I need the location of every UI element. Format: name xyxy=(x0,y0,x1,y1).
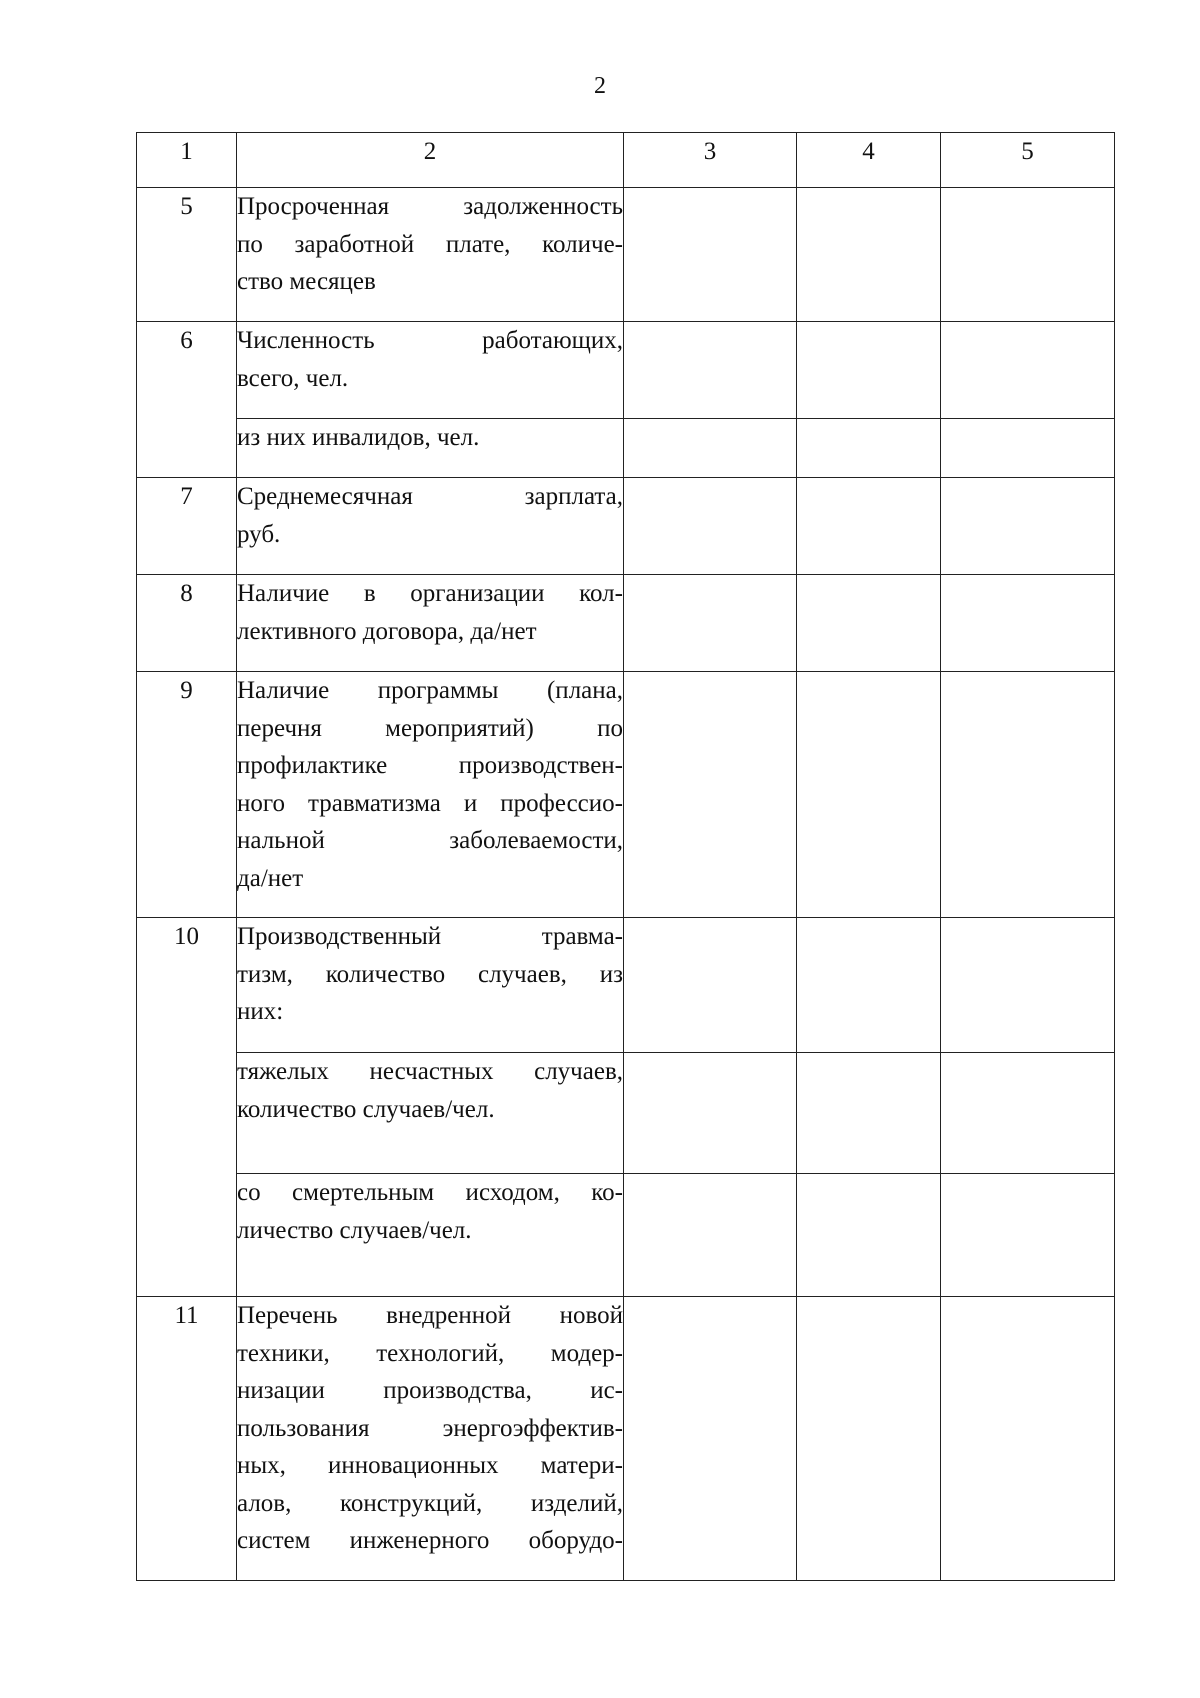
description-line: всего, чел. xyxy=(237,364,349,392)
row-number: 10 xyxy=(137,918,237,1297)
description-line: низации производства, ис- xyxy=(237,1377,623,1404)
description-line: руб. xyxy=(237,520,281,548)
description-line: Численность работающих, xyxy=(237,327,623,354)
value-cell-5 xyxy=(941,1174,1115,1297)
description-line: профилактике производствен- xyxy=(237,752,623,779)
value-cell-4 xyxy=(797,575,941,672)
description-line: количество случаев/чел. xyxy=(237,1095,495,1123)
header-cell-5: 5 xyxy=(941,133,1115,188)
value-cell-5 xyxy=(941,322,1115,419)
table-subrow xyxy=(137,1174,1115,1297)
description-line: лективного договора, да/нет xyxy=(237,617,537,645)
description-line: из них инвалидов, чел. xyxy=(237,424,480,451)
value-cell-3 xyxy=(624,188,797,322)
table-row xyxy=(137,478,1115,575)
table-row xyxy=(137,322,1115,419)
header-cell-1: 1 xyxy=(137,133,237,188)
value-cell-3 xyxy=(624,1053,797,1174)
report-table xyxy=(136,132,1115,1581)
description-line: перечня мероприятий) по xyxy=(237,714,623,742)
table-row xyxy=(137,575,1115,672)
value-cell-3 xyxy=(624,322,797,419)
row-description xyxy=(237,419,624,478)
header-cell-4: 4 xyxy=(797,133,941,188)
table-subrow xyxy=(137,419,1115,478)
table-row xyxy=(137,1297,1115,1581)
description-line: ного травматизма и профессио- xyxy=(237,789,623,817)
description-line: личество случаев/чел. xyxy=(237,1216,472,1244)
value-cell-5 xyxy=(941,575,1115,672)
value-cell-5 xyxy=(941,188,1115,322)
row-description xyxy=(237,188,624,322)
value-cell-5 xyxy=(941,1053,1115,1174)
row-number: 11 xyxy=(137,1297,237,1581)
description-line: тяжелых несчастных случаев, xyxy=(237,1058,623,1085)
table-row xyxy=(137,918,1115,1053)
header-cell-3: 3 xyxy=(624,133,797,188)
table-row xyxy=(137,672,1115,918)
description-line: нальной заболеваемости, xyxy=(237,827,623,854)
page-number: 2 xyxy=(594,73,606,99)
header-cell-2: 2 xyxy=(237,133,624,188)
description-line: пользования энергоэффектив- xyxy=(237,1414,623,1442)
value-cell-3 xyxy=(624,1174,797,1297)
row-number: 5 xyxy=(137,188,237,322)
row-description xyxy=(237,478,624,575)
description-line: тизм, количество случаев, из xyxy=(237,960,623,988)
row-description xyxy=(237,1297,624,1581)
description-line: техники, технологий, модер- xyxy=(237,1339,623,1367)
description-line: по заработной плате, количе- xyxy=(237,230,623,258)
description-line: да/нет xyxy=(237,864,304,892)
description-line: систем инженерного оборудо- xyxy=(237,1527,623,1554)
row-description xyxy=(237,672,624,918)
value-cell-4 xyxy=(797,1297,941,1581)
table-header-row xyxy=(137,133,1115,188)
description-line: Наличие программы (плана, xyxy=(237,677,623,704)
description-line: Производственный травма- xyxy=(237,923,623,950)
table-subrow xyxy=(137,1053,1115,1174)
value-cell-4 xyxy=(797,1053,941,1174)
value-cell-5 xyxy=(941,1297,1115,1581)
description-line: ных, инновационных матери- xyxy=(237,1452,623,1479)
value-cell-3 xyxy=(624,672,797,918)
description-line: них: xyxy=(237,998,284,1025)
value-cell-4 xyxy=(797,672,941,918)
value-cell-3 xyxy=(624,1297,797,1581)
value-cell-4 xyxy=(797,419,941,478)
value-cell-4 xyxy=(797,188,941,322)
value-cell-5 xyxy=(941,672,1115,918)
row-description xyxy=(237,1053,624,1174)
description-line: со смертельным исходом, ко- xyxy=(237,1179,623,1206)
value-cell-5 xyxy=(941,918,1115,1053)
row-number: 7 xyxy=(137,478,237,575)
value-cell-5 xyxy=(941,478,1115,575)
value-cell-4 xyxy=(797,918,941,1053)
description-line: Перечень внедренной новой xyxy=(237,1302,623,1329)
row-number: 8 xyxy=(137,575,237,672)
value-cell-4 xyxy=(797,322,941,419)
description-line: Среднемесячная зарплата, xyxy=(237,483,623,510)
value-cell-4 xyxy=(797,478,941,575)
description-line: алов, конструкций, изделий, xyxy=(237,1489,623,1517)
value-cell-5 xyxy=(941,419,1115,478)
value-cell-3 xyxy=(624,918,797,1053)
value-cell-3 xyxy=(624,575,797,672)
value-cell-4 xyxy=(797,1174,941,1297)
value-cell-3 xyxy=(624,419,797,478)
row-description xyxy=(237,918,624,1053)
row-description xyxy=(237,575,624,672)
row-description xyxy=(237,322,624,419)
row-number: 6 xyxy=(137,322,237,478)
description-line: ство месяцев xyxy=(237,268,376,295)
description-line: Наличие в организации кол- xyxy=(237,580,623,607)
description-line: Просроченная задолженность xyxy=(237,193,623,220)
table-row xyxy=(137,188,1115,322)
row-number: 9 xyxy=(137,672,237,918)
value-cell-3 xyxy=(624,478,797,575)
row-description xyxy=(237,1174,624,1297)
